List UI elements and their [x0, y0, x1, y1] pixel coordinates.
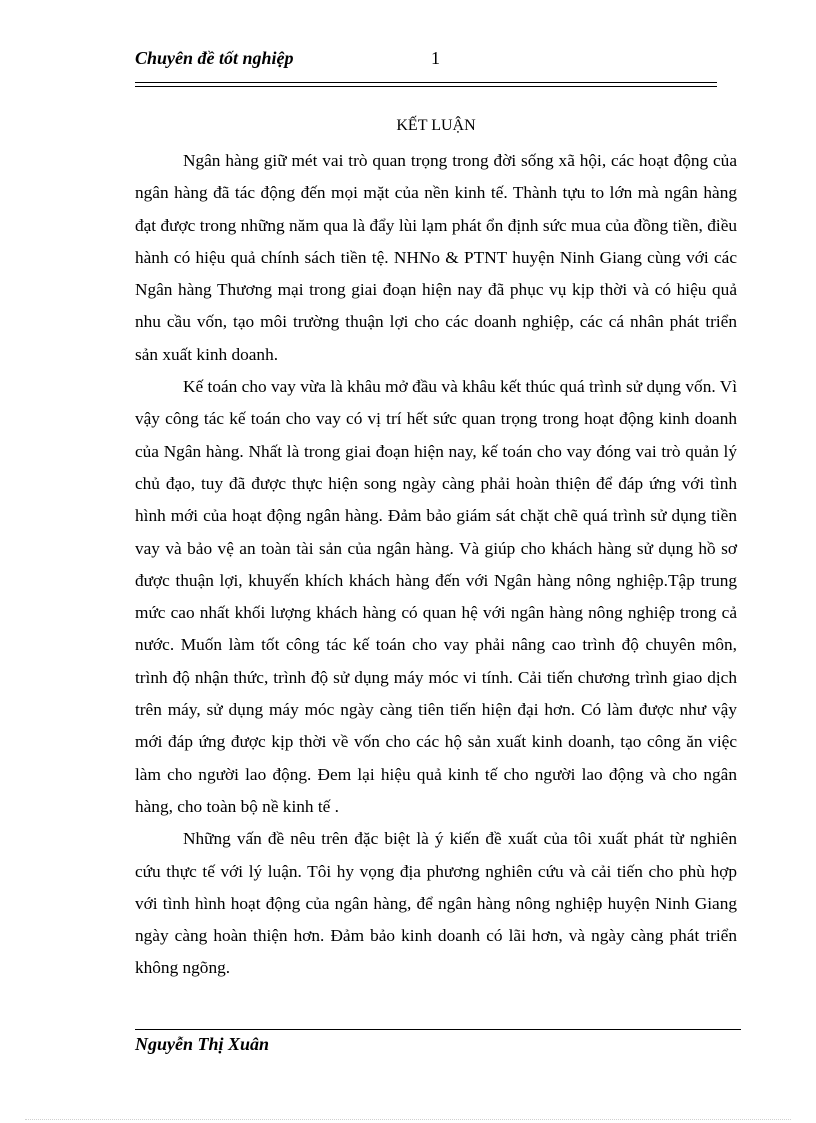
page-number: 1 — [431, 48, 440, 68]
paragraph-3: Những vấn đề nêu trên đặc biệt là ý kiến đề xuất của tôi xuất phát từ nghiên cứu thực tế với lý luận. Tôi hy vọng địa phương nghiên cứu và cải tiến cho phù hợp với tình hình hoạt động của ngân hàng, để ngân hàng nông nghiệp huyện Ninh Giang ngày càng hoàn thiện hơn. Đảm bảo kinh doanh có lãi hơn, và ngày càng phát triển không ngõng. — [135, 829, 737, 978]
page-header — [135, 48, 717, 72]
header-divider — [135, 82, 717, 87]
paragraph-1: Ngân hàng giữ mét vai trò quan trọng trong đời sống xã hội, các hoạt động của ngân hàng đã tác động đến mọi mặt của nền kinh tế. Thành tựu to lớn mà ngân hàng đạt được trong những năm qua là đẩy lùi lạm phát ổn định sức mua của đồng tiền, điều hành có hiệu quả chính sách tiền tệ. NHNo & PTNT huyện Ninh Giang cùng với các Ngân hàng Thương mại trong giai đoạn hiện nay đã phục vụ kịp thời và có hiệu quả nhu cầu vốn, tạo môi trường thuận lợi cho các doanh nghiệp, các cá nhân phát triển sản xuất kinh doanh. — [135, 151, 737, 364]
footer-author: Nguyễn Thị Xuân — [135, 1034, 270, 1054]
header-title: Chuyên đề tốt nghiệp — [135, 48, 294, 68]
paragraph-2: Kế toán cho vay vừa là khâu mở đầu và khâu kết thúc quá trình sử dụng vốn. Vì vậy công tác kế toán cho vay có vị trí hết sức quan trọng trong hoạt động kinh doanh của Ngân hàng. Nhất là trong giai đoạn hiện nay, kế toán cho vay đóng vai trò quản lý chủ đạo, tuy đã được thực hiện song ngày càng phải hoàn thiện để đáp ứng với tình hình mới của hoạt động ngân hàng. Đảm bảo giám sát chặt chẽ quá trình sử dụng tiền vay và bảo vệ an toàn tài sản của ngân hàng. Và giúp cho khách hàng sử dụng hồ sơ được thuận lợi, khuyến khích khách hàng đến với Ngân hàng nông nghiệp.Tập trung mức cao nhất khối lượng khách hàng có quan hệ với ngân hàng nông nghiệp trong cả nước. Muốn làm tốt công tác kế toán cho vay phải nâng cao trình độ chuyên môn, trình độ nhận thức, trình độ sử dụng máy móc vi tính. Cải tiến chương trình giao dịch trên máy, sử dụng máy móc ngày càng tiên tiến hiện đại hơn. Có làm được như vậy mới đáp ứng được kịp thời về vốn cho các hộ sản xuất kinh doanh, tạo công ăn việc làm cho người lao động. Đem lại hiệu quả kinh tế cho người lao động và cho ngân hàng, cho toàn bộ nề kinh tế . — [135, 377, 737, 816]
footer-divider — [135, 1029, 741, 1030]
document-body — [135, 145, 737, 985]
document-title: KẾT LUẬN — [396, 117, 476, 134]
page-edge-divider — [25, 1119, 791, 1120]
